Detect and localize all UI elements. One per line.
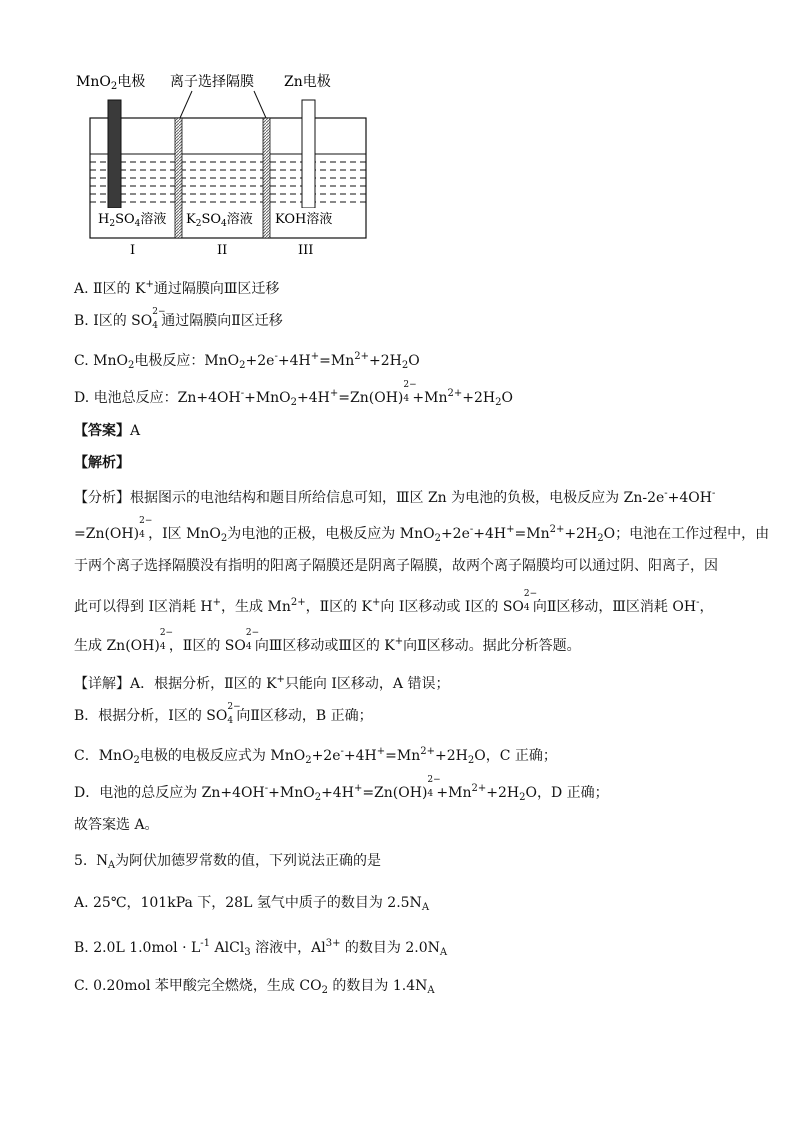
- liquid-level-lines: [90, 154, 366, 202]
- mno2-electrode: [108, 100, 121, 208]
- fenxi-line-2: =Zn(OH) 2− 4 ，Ⅰ区 MnO$_2$为电池的正极，电极反应为 $MnO_2+2e^-+4H^+=Mn^{2+}+2H_2O$；电池在工作过程中，由: [74, 516, 770, 544]
- answer-value: A: [130, 423, 141, 439]
- membrane-leader-left: [180, 91, 192, 118]
- zn-electrode: [302, 100, 315, 208]
- option-b: B. Ⅰ区的 SO 2− 4 通过隔膜向Ⅱ区迁移: [74, 307, 283, 331]
- membrane-2: [263, 118, 270, 238]
- region-3-label: III: [298, 243, 314, 258]
- membrane-leader-right: [254, 91, 266, 118]
- q5-option-a: A. 25℃，101kPa 下，28L 氢气中质子的数目为 $2.5N_A$: [74, 895, 430, 913]
- fenxi-line-4: 此可以得到 Ⅰ区消耗 H+，生成 $Mn^{2+}$，Ⅱ区的 K+向 Ⅰ区移动或 Ⅰ区的 SO 2− 4 向Ⅱ区移动，Ⅲ区消耗 OH-，: [74, 589, 714, 615]
- detail-d: D．电池的总反应为 Zn+4OH-+MnO$_2$+4H+=Zn(OH) 2− 4 $+Mn^{2+}+2H_2O$，D 正确；: [74, 775, 609, 803]
- region-1-label: I: [130, 243, 136, 258]
- detail-final: 故答案选 A。: [74, 817, 159, 833]
- q5-option-b: B. 2.0L $1.0mol \cdot L^{-1}$ AlCl$_3$ 溶液中，$Al^{3+}$ 的数目为 $2.0N_A$: [74, 938, 448, 958]
- analysis-heading: 【解析】: [74, 455, 130, 471]
- answer-label: 【答案】: [74, 423, 130, 439]
- option-d: D. 电池总反应：Zn+4OH-+MnO$_2$+4H+=Zn(OH) 2− 4 $+Mn^{2+}+2H_2O$: [74, 380, 513, 408]
- fenxi-line-1: 【分析】根据图示的电池结构和题目所给信息可知，Ⅲ区 Zn 为电池的负极，电极反应为 Zn-2e-+4OH-: [74, 488, 716, 506]
- k2so4-solution-label: $K_2SO_4$溶液: [186, 212, 253, 229]
- detail-c: C．MnO$_2$电极的电极反应式为 $MnO_2+2e^-+4H^+=Mn^{2+}+2H_2O$，C 正确；: [74, 746, 557, 766]
- q5-stem: 5. $N_A$为阿伏加德罗常数的值，下列说法正确的是: [74, 852, 382, 871]
- answer-line: [74, 422, 140, 440]
- zn-electrode-label: Zn电极: [284, 74, 331, 90]
- mno2-electrode-label: MnO$_2$电极: [76, 74, 146, 92]
- option-a: A. Ⅱ区的 K+通过隔膜向Ⅲ区迁移: [74, 279, 280, 297]
- koh-solution-label: KOH溶液: [275, 212, 333, 227]
- region-2-label: II: [217, 243, 228, 258]
- battery-diagram: [74, 66, 374, 261]
- detail-a: 【详解】A．根据分析，Ⅱ区的 K+只能向 Ⅰ区移动，A 错误；: [74, 674, 450, 692]
- option-c: C. MnO$_2$电极反应：$MnO_2+2e^-+4H^+=Mn^{2+}+2H_2O$: [74, 351, 420, 371]
- fenxi-line-5: 生成 Zn(OH) 2− 4 ，Ⅱ区的 SO 2− 4 向Ⅲ区移动或Ⅲ区的 K+向Ⅱ区移动。据此分析答题。: [74, 628, 581, 654]
- membrane-1: [175, 118, 182, 238]
- detail-b: B．根据分析，Ⅰ区的 SO 2− 4 向Ⅱ区移动，B 正确；: [74, 702, 373, 726]
- fenxi-line-3: 于两个离子选择隔膜没有指明的阳离子隔膜还是阴离子隔膜，故两个离子隔膜均可以通过阴、阳离子，因: [74, 558, 718, 574]
- membrane-label: 离子选择隔膜: [170, 74, 254, 90]
- h2so4-solution-label: $H_2SO_4$溶液: [98, 212, 167, 229]
- q5-option-c: C. 0.20mol 苯甲酸完全燃烧，生成 $CO_2$ 的数目为 $1.4N_A$: [74, 978, 435, 996]
